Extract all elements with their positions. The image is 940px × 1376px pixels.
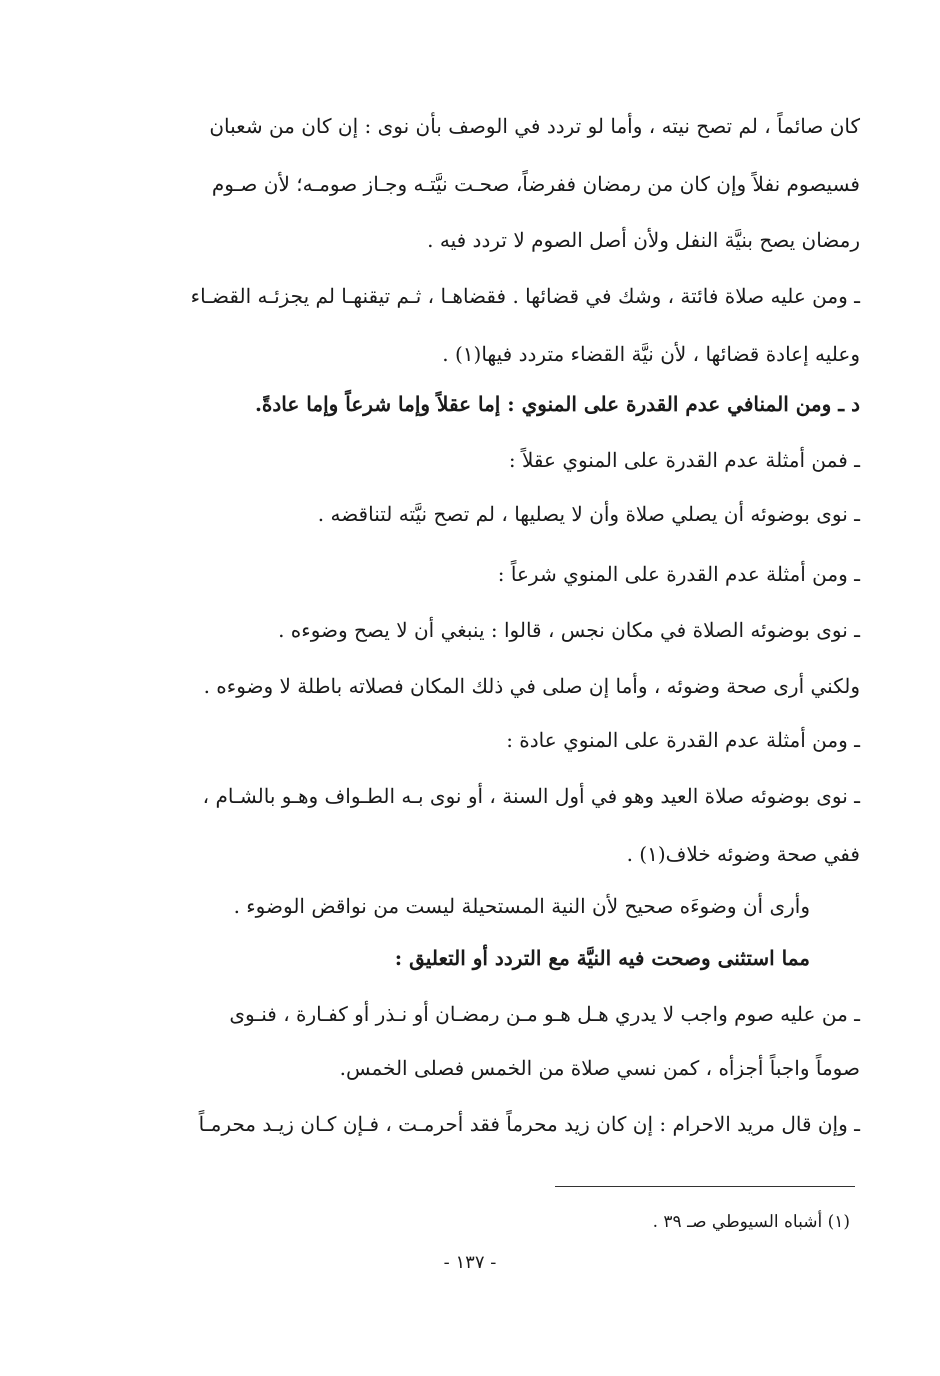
text-line: صوماً واجباً أجزأه ، كمن نسي صلاة من الخمس فصلى الخمس. <box>339 1056 860 1080</box>
text-line: ولكني أرى صحة وضوئه ، وأما إن صلى في ذلك المكان فصلاته باطلة لا وضوءه . <box>203 674 860 698</box>
text-line: فسيصوم نفلاً وإن كان من رمضان ففرضاً، صحـت نيَّتـه وجـاز صومـه؛ لأن صـوم <box>211 172 860 196</box>
text-line: ـ نوى بوضوئه الصلاة في مكان نجس ، قالوا : ينبغي أن لا يصح وضوءه . <box>278 618 860 642</box>
text-line: ـ ومن أمثلة عدم القدرة على المنوي شرعاً : <box>497 562 860 586</box>
text-line: وعليه إعادة قضائها ، لأن نيَّة القضاء متردد فيها(١) . <box>442 342 860 366</box>
text-line: ـ ومن أمثلة عدم القدرة على المنوي عادة : <box>506 728 860 752</box>
footnote-divider <box>555 1186 855 1187</box>
text-line: ـ نوى بوضوئه صلاة العيد وهو في أول السنة ، أو نوى بـه الطـواف وهـو بالشـام ، <box>202 784 860 808</box>
text-line: ـ من عليه صوم واجب لا يدري هـل هـو مـن رمضـان أو نـذر أو كفـارة ، فنـوى <box>229 1002 860 1026</box>
footnote: (١) أشباه السيوطي صـ ٣٩ . <box>652 1212 850 1232</box>
text-line: ـ ومن عليه صلاة فائتة ، وشك في قضائها . فقضاهـا ، ثـم تيقنهـا لم يجزئـه القضـاء <box>190 284 860 308</box>
text-line: ففي صحة وضوئه خلاف(١) . <box>626 842 860 866</box>
text-line: رمضان يصح بنيَّة النفل ولأن أصل الصوم لا تردد فيه . <box>427 228 860 252</box>
text-line: ـ نوى بوضوئه أن يصلي صلاة وأن لا يصليها ، لم تصح نيَّته لتناقضه . <box>317 502 860 526</box>
text-line: ـ فمن أمثلة عدم القدرة على المنوي عقلاً : <box>508 448 860 472</box>
page-number: - ١٣٧ - <box>443 1252 497 1273</box>
text-line: وأرى أن وضوءَه صحيح لأن النية المستحيلة ليست من نواقض الوضوء . <box>233 894 810 918</box>
text-line: ـ وإن قال مريد الاحرام : إن كان زيد محرماً فقد أحرمـت ، فـإن كـان زيـد محرمـاً <box>198 1112 860 1136</box>
section-heading: د ـ ومن المنافي عدم القدرة على المنوي : إما عقلاً وإما شرعاً وإما عادةً. <box>254 392 860 416</box>
text-line: كان صائماً ، لم تصح نيته ، وأما لو تردد في الوصف بأن نوى : إن كان من شعبان <box>209 114 860 138</box>
section-heading: مما استثنى وصحت فيه النيَّة مع التردد أو التعليق : <box>394 946 810 970</box>
